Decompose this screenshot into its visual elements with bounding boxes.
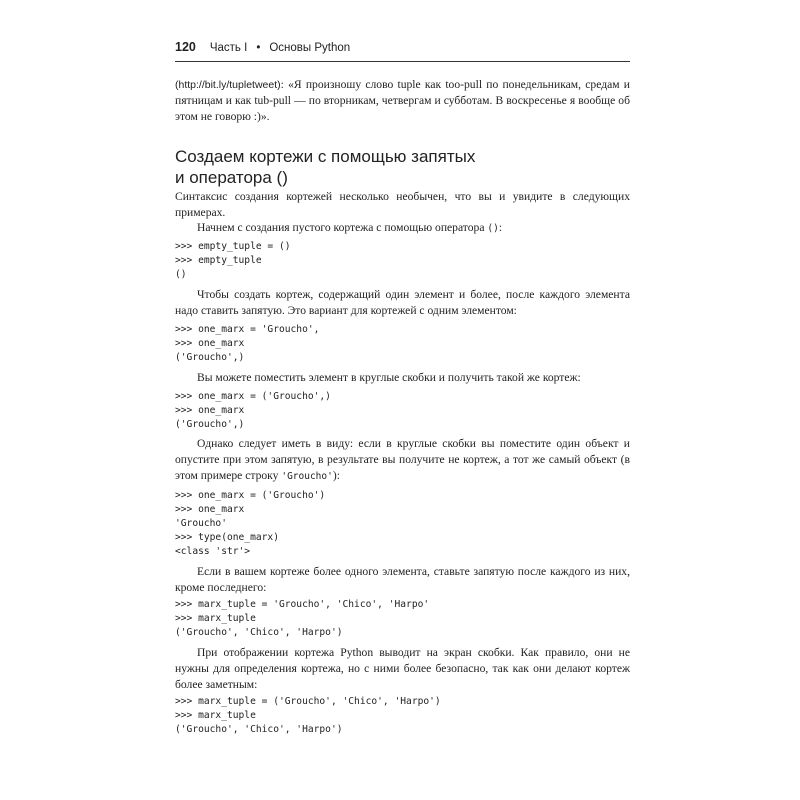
paragraph-empty-tuple (175, 220, 630, 237)
paragraph-multiple-elements: Если в вашем кортеже более одного элемента, ставьте запятую после каждого из них, кроме последнего: (175, 565, 630, 594)
intro-text: : «Я произношу слово tuple как too-pull по понедельникам, средам и пятницам и как tub-pull — по вторникам, четвергам и субботам. В воскресенье я вообще об этом не говорю :)». (175, 78, 630, 123)
paragraph-one-element: Чтобы создать кортеж, содержащий один элемент и более, после каждого элемента надо ставить запятую. Это вариант для кортежей с одним элементом: (175, 288, 630, 317)
chapter-title: Основы Python (269, 42, 351, 54)
intro-paragraph (175, 77, 630, 125)
paragraph-parentheses: Вы можете поместить элемент в круглые скобки и получить такой же кортеж: (197, 371, 581, 384)
code-block-marx-tuple-parens: >>> marx_tuple = ('Groucho', 'Chico', 'Harpo') >>> marx_tuple ('Groucho', 'Chico', 'Harpo') (175, 696, 441, 735)
section-heading (175, 146, 630, 188)
header-bullet: • (256, 42, 261, 54)
paragraph-syntax: Синтаксис создания кортежей несколько необычен, что вы и увидите в следующих примерах. (175, 190, 630, 219)
code-block-string: >>> one_marx = ('Groucho') >>> one_marx 'Groucho' >>> type(one_marx) <class 'str'> (175, 490, 326, 557)
paragraph-text-end: ): (332, 469, 340, 482)
paragraph-no-comma (175, 436, 630, 485)
running-header (175, 40, 630, 58)
code-block-one-marx-parens: >>> one_marx = ('Groucho',) >>> one_marx ('Groucho',) (175, 391, 331, 430)
code-block-empty-tuple: >>> empty_tuple = () >>> empty_tuple () (175, 241, 291, 280)
code-block-marx-tuple: >>> marx_tuple = 'Groucho', 'Chico', 'Harpo' >>> marx_tuple ('Groucho', 'Chico', 'Harpo') (175, 599, 430, 638)
inline-code: 'Groucho' (281, 471, 333, 482)
section-heading-line2: и оператора () (175, 168, 288, 187)
header-rule (175, 61, 630, 62)
book-page (175, 40, 630, 735)
section-heading-line1: Создаем кортежи с помощью запятых (175, 147, 476, 166)
part-label: Часть I (209, 42, 248, 54)
paragraph-text: Однако следует иметь в виду: если в круглые скобки вы поместите один объект и опустите при этом запятую, в результате вы получите не кортеж, а тот же самый объект (в этом примере строку (175, 437, 630, 482)
paragraph-display: При отображении кортежа Python выводит на экран скобки. Как правило, они не нужны для определения кортежа, но с ними более безопасно, так как они делают кортеж более заметным: (175, 646, 630, 691)
page-number: 120 (175, 40, 196, 54)
tuple-tweet-link[interactable]: (http://bit.ly/tupletweet) (175, 79, 281, 91)
inline-code: () (487, 223, 499, 234)
code-block-one-marx: >>> one_marx = 'Groucho', >>> one_marx ('Groucho',) (175, 324, 320, 363)
paragraph-text-end: : (498, 221, 503, 234)
paragraph-text: Начнем с создания пустого кортежа с помощью оператора (197, 221, 488, 234)
